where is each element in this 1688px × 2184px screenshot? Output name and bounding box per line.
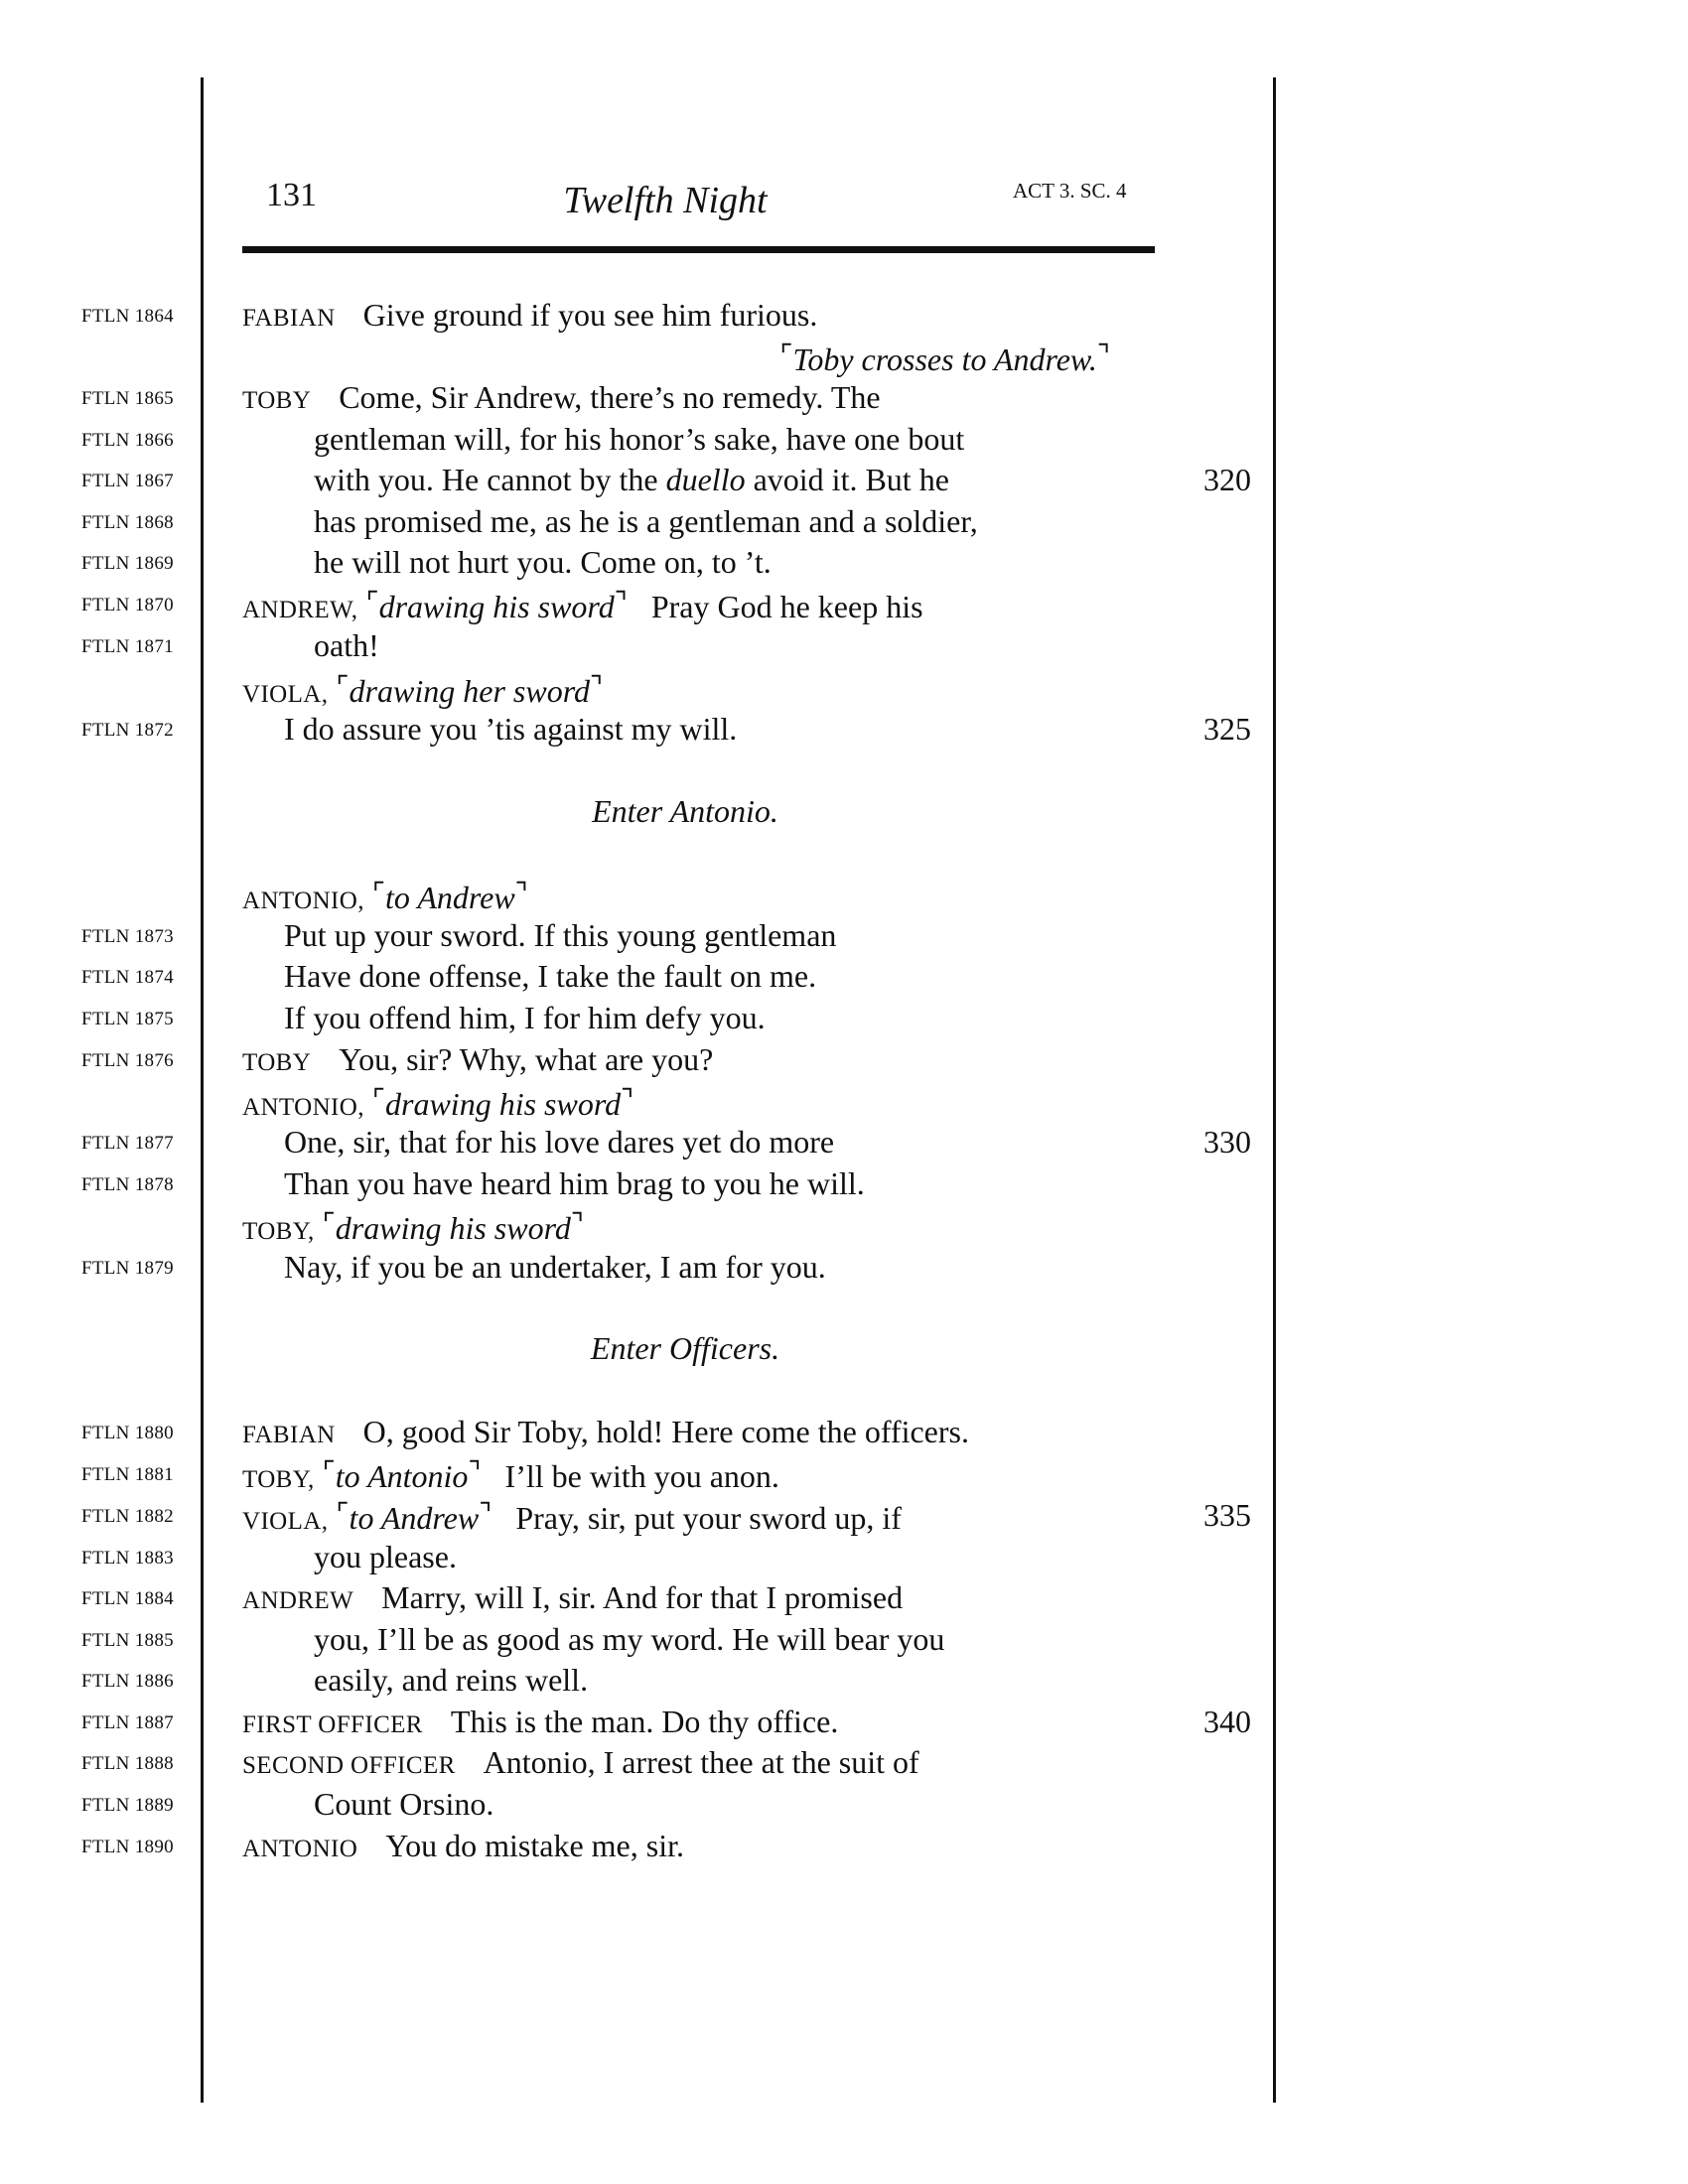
- line-text: Marry, will I, sir. And for that I promised: [381, 1579, 904, 1615]
- ftln-number: FTLN 1867: [81, 471, 174, 491]
- speech-line: [242, 1825, 684, 1870]
- speaker-name: TOBY,: [242, 1466, 315, 1493]
- text-line: [0, 1536, 1688, 1577]
- ftln-number: FTLN 1872: [81, 720, 174, 741]
- line-text: O, good Sir Toby, hold! Here come the officers.: [362, 1414, 969, 1449]
- line-text: Antonio, I arrest thee at the suit of: [483, 1744, 919, 1780]
- ftln-number: FTLN 1888: [81, 1753, 174, 1774]
- ftln-number: FTLN 1883: [81, 1548, 174, 1569]
- speech-line: [242, 1038, 713, 1084]
- speaker-name: ANTONIO: [242, 1836, 358, 1862]
- speaker-name: ANTONIO,: [242, 887, 364, 914]
- speaker-name: FABIAN: [242, 305, 336, 332]
- line-text: you please.: [314, 1539, 457, 1574]
- text-line: [0, 914, 1688, 956]
- line-text: oath!: [314, 627, 379, 663]
- speaker-name: TOBY: [242, 387, 312, 414]
- stage-direction: ⌜to Antonio⌝: [322, 1457, 482, 1494]
- line-text: Pray, sir, put your sword up, if: [515, 1500, 902, 1536]
- speaker-name: ANTONIO,: [242, 1094, 364, 1121]
- line-text: he will not hurt you. Come on, to ’t.: [314, 544, 772, 580]
- text-line: [0, 1783, 1688, 1825]
- speaker-name: ANDREW,: [242, 597, 358, 623]
- line-text: gentleman will, for his honor’s sake, have one bout: [314, 421, 965, 457]
- speaker-name: VIOLA,: [242, 681, 329, 708]
- text-line: [0, 1741, 1688, 1783]
- line-text: This is the man. Do thy office.: [450, 1704, 839, 1739]
- line-number: 330: [1203, 1124, 1251, 1160]
- text-line: [0, 1162, 1688, 1204]
- line-text: Give ground if you see him furious.: [362, 297, 818, 333]
- stage-direction: ⌜drawing his sword⌝: [365, 588, 628, 624]
- ftln-number: FTLN 1866: [81, 430, 174, 451]
- stage-direction: ⌜drawing her sword⌝: [336, 672, 604, 709]
- text-line: [0, 1701, 1688, 1742]
- ftln-number: FTLN 1882: [81, 1506, 174, 1527]
- entrance-direction: Enter Officers.: [590, 1330, 780, 1366]
- text-line: [0, 1825, 1688, 1866]
- entrance-direction: Enter Antonio.: [592, 793, 778, 829]
- speaker-line: [0, 874, 1688, 915]
- line-number: 325: [1203, 711, 1251, 747]
- line-text: Put up your sword. If this young gentleman: [284, 917, 837, 953]
- text-line: [0, 294, 1688, 336]
- text-line: [0, 1452, 1688, 1494]
- speaker-name: SECOND OFFICER: [242, 1752, 456, 1779]
- speaker-name: TOBY: [242, 1049, 312, 1076]
- ftln-number: FTLN 1876: [81, 1050, 174, 1071]
- ftln-number: FTLN 1887: [81, 1712, 174, 1733]
- line-text: has promised me, as he is a gentleman and a soldier,: [314, 503, 978, 539]
- line-number: 320: [1203, 462, 1251, 497]
- speech-line: [242, 1576, 903, 1622]
- line-text: If you offend him, I for him defy you.: [284, 1000, 766, 1035]
- ftln-number: FTLN 1878: [81, 1174, 174, 1195]
- text-line: [0, 1246, 1688, 1288]
- stage-direction-line: [0, 336, 1688, 377]
- speaker-name: VIOLA,: [242, 1508, 329, 1535]
- stage-direction: ⌜Toby crosses to Andrew.⌝: [779, 341, 1110, 377]
- speech-line: [242, 1701, 838, 1746]
- speaker-line: [0, 1204, 1688, 1246]
- speech-line: [242, 1741, 919, 1787]
- ftln-number: FTLN 1877: [81, 1133, 174, 1154]
- line-text: Than you have heard him brag to you he will.: [284, 1165, 865, 1201]
- line-text: Come, Sir Andrew, there’s no remedy. The: [339, 379, 881, 415]
- line-text: I do assure you ’tis against my will.: [284, 711, 738, 747]
- line-text: you, I’ll be as good as my word. He will bear you: [314, 1621, 945, 1657]
- ftln-number: FTLN 1880: [81, 1423, 174, 1443]
- speaker-name: FIRST OFFICER: [242, 1711, 423, 1738]
- text-line: [0, 1038, 1688, 1080]
- ftln-number: FTLN 1881: [81, 1464, 174, 1485]
- ftln-number: FTLN 1868: [81, 512, 174, 533]
- text-line: [0, 418, 1688, 460]
- text-line: [0, 376, 1688, 418]
- line-text: with you. He cannot by the duello avoid it. But he: [314, 462, 949, 497]
- text-line: [0, 583, 1688, 624]
- line-text: Nay, if you be an undertaker, I am for you.: [284, 1249, 826, 1285]
- speaker-name: FABIAN: [242, 1422, 336, 1448]
- text-line: [0, 955, 1688, 997]
- stage-direction: ⌜to Andrew⌝: [371, 879, 528, 915]
- text-line: [0, 459, 1688, 500]
- text-line: [0, 1121, 1688, 1162]
- line-number: 340: [1203, 1704, 1251, 1739]
- line-text: Pray God he keep his: [650, 589, 923, 624]
- line-text: One, sir, that for his love dares yet do more: [284, 1124, 835, 1160]
- text-line: [0, 997, 1688, 1038]
- ftln-number: FTLN 1875: [81, 1009, 174, 1029]
- stage-direction: ⌜drawing his sword⌝: [371, 1085, 634, 1122]
- stage-direction: ⌜drawing his sword⌝: [322, 1209, 584, 1246]
- speaker-name: TOBY,: [242, 1218, 315, 1245]
- header-rule: [242, 246, 1155, 253]
- line-text: I’ll be with you anon.: [504, 1458, 779, 1494]
- text-line: [0, 624, 1688, 666]
- line-text: Have done offense, I take the fault on me.: [284, 958, 817, 994]
- speaker-name: ANDREW: [242, 1587, 354, 1614]
- text-line: [0, 708, 1688, 750]
- line-text: Count Orsino.: [314, 1786, 494, 1822]
- running-title: Twelfth Night: [563, 180, 768, 221]
- ftln-number: FTLN 1885: [81, 1630, 174, 1651]
- ftln-number: FTLN 1884: [81, 1588, 174, 1609]
- speaker-line: [0, 1080, 1688, 1122]
- text-line: [0, 541, 1688, 583]
- ftln-number: FTLN 1869: [81, 553, 174, 574]
- speech-line: [242, 1411, 969, 1456]
- ftln-number: FTLN 1879: [81, 1258, 174, 1279]
- speaker-line: [0, 667, 1688, 709]
- speech-line: [242, 294, 817, 340]
- text-line: [0, 1411, 1688, 1452]
- speech-line: [242, 376, 881, 422]
- ftln-number: FTLN 1873: [81, 926, 174, 947]
- ftln-number: FTLN 1889: [81, 1795, 174, 1816]
- ftln-number: FTLN 1886: [81, 1671, 174, 1692]
- line-number: 335: [1203, 1497, 1251, 1533]
- ftln-number: FTLN 1865: [81, 388, 174, 409]
- act-scene-label: ACT 3. SC. 4: [1013, 179, 1127, 203]
- text-line: [0, 1576, 1688, 1618]
- text-line: [0, 1659, 1688, 1701]
- text-line: [0, 1618, 1688, 1660]
- ftln-number: FTLN 1870: [81, 595, 174, 615]
- text-line: [0, 500, 1688, 542]
- line-text: You do mistake me, sir.: [385, 1828, 684, 1863]
- stage-direction: ⌜to Andrew⌝: [336, 1499, 492, 1536]
- ftln-number: FTLN 1871: [81, 636, 174, 657]
- ftln-number: FTLN 1874: [81, 967, 174, 988]
- text-line: [0, 1494, 1688, 1536]
- page-number: 131: [266, 177, 317, 213]
- line-text: You, sir? Why, what are you?: [339, 1041, 714, 1077]
- ftln-number: FTLN 1890: [81, 1837, 174, 1857]
- line-text: easily, and reins well.: [314, 1662, 589, 1698]
- ftln-number: FTLN 1864: [81, 306, 174, 327]
